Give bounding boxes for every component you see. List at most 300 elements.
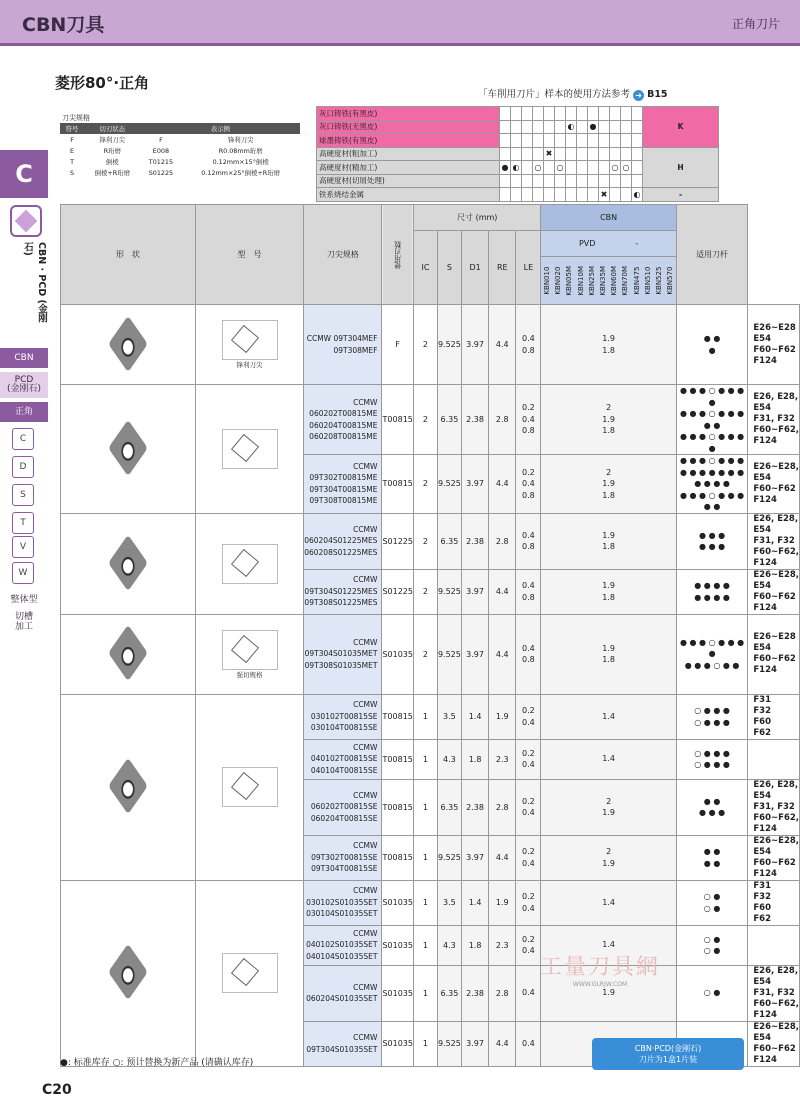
material-name: 球墨铸铁(有黑皮): [317, 134, 500, 148]
material-mark: [566, 161, 577, 175]
cell-le: 1.9 1.8: [541, 305, 676, 385]
cell-holder: E26~E28 E54 F60~F62 F124: [748, 305, 800, 385]
material-mark: ○: [610, 161, 621, 175]
cell-n: 2: [413, 569, 437, 614]
insert-drawing-cell: [195, 614, 303, 694]
cell-d1: 2.8: [489, 513, 516, 569]
cell-re: 0.2 0.4 0.8: [516, 455, 541, 514]
cell-d1: 1.9: [489, 880, 516, 925]
material-mark: [610, 107, 621, 121]
material-mark: [511, 107, 522, 121]
side-nav-positive[interactable]: 正角: [0, 402, 48, 422]
cell-s: 3.97: [461, 835, 488, 880]
insert-icon: [10, 205, 42, 237]
package-line-2: 刀片为1盒1片装: [638, 1055, 698, 1064]
cell-le: 1.4: [541, 880, 676, 925]
cell-models: CCMW 040102T00815SE 040104T00815SE: [304, 739, 382, 779]
spec-cell: 0.12mm×15°倒棱: [212, 158, 269, 166]
cell-ic: 6.35: [437, 513, 461, 569]
material-mark: [632, 120, 643, 134]
material-mark: [500, 134, 511, 148]
cell-ic: 4.3: [437, 739, 461, 779]
material-mark: [588, 147, 599, 161]
cell-holder: E26~E28 E54 F60~F62 F124: [748, 614, 800, 694]
material-mark: [599, 174, 610, 188]
material-mark: [555, 134, 566, 148]
material-mark: [632, 161, 643, 175]
material-mark: [566, 134, 577, 148]
material-mark: [555, 107, 566, 121]
insert-drawing: [222, 767, 278, 807]
cell-dots: ○ ● ○ ●: [676, 925, 748, 965]
cell-ic: 3.5: [437, 694, 461, 739]
cell-models: CCMW 030102T00815SE 030104T00815SE: [304, 694, 382, 739]
table-row: [61, 305, 800, 385]
cell-re: 0.2 0.4: [516, 835, 541, 880]
grade-label: KBN35M: [599, 265, 608, 296]
cell-n: 1: [413, 880, 437, 925]
cell-tip: T00815: [382, 739, 414, 779]
cell-d1: 4.4: [489, 305, 516, 385]
cell-dots: ○ ●: [676, 965, 748, 1021]
cell-re: 0.4: [516, 965, 541, 1021]
insert-photo: [108, 534, 148, 591]
material-mark: [621, 120, 632, 134]
cell-n: 1: [413, 694, 437, 739]
cell-s: 3.97: [461, 569, 488, 614]
cell-ic: 3.5: [437, 880, 461, 925]
cell-d1: 4.4: [489, 1021, 516, 1066]
cell-re: 0.2 0.4: [516, 779, 541, 835]
spec-cell: 倒棱+R珩磨: [94, 169, 130, 177]
header-s: S: [437, 231, 461, 305]
insert-shape-cell: [61, 305, 196, 385]
cell-holder: E26~E28, E54 F60~F62 F124: [748, 835, 800, 880]
watermark-url: WWW.GLRJW.COM: [572, 981, 628, 988]
cell-le: 1.4: [541, 694, 676, 739]
material-mark: [555, 147, 566, 161]
insert-drawing-cell: [195, 880, 303, 1066]
material-mark: [621, 188, 632, 202]
insert-shape-cell: [61, 694, 196, 880]
cell-tip: T00815: [382, 455, 414, 514]
cell-dots: ● ● ● ○ ● ● ● ● ● ● ● ○ ● ●: [676, 614, 748, 694]
spec-cell: S: [70, 168, 75, 177]
cell-s: 3.97: [461, 1021, 488, 1066]
table-row: [61, 880, 800, 925]
cell-holder: E26~E28, E54 F60~F62 F124: [748, 569, 800, 614]
page-subtitle: 菱形80°·正角: [55, 74, 150, 92]
material-mark: ○: [555, 161, 566, 175]
material-group: -: [643, 188, 719, 202]
material-mark: ○: [621, 161, 632, 175]
cell-models: CCMW 060202T00815ME 060204T00815ME 060208T00815ME: [304, 385, 382, 455]
header-pvd: [541, 231, 676, 257]
cell-n: 1: [413, 779, 437, 835]
header-cbn: CBN: [541, 205, 676, 231]
cell-holder: F31 F32 F60 F62: [748, 880, 800, 925]
material-mark: [577, 147, 588, 161]
material-mark: [610, 134, 621, 148]
cell-tip: T00815: [382, 835, 414, 880]
grade-label: KBN70M: [621, 265, 630, 296]
grade-label: KBN020: [554, 266, 563, 295]
cell-re: 0.2 0.4: [516, 694, 541, 739]
cell-models: CCMW 030102S01035SET 030104S01035SET: [304, 880, 382, 925]
material-mark: [621, 107, 632, 121]
grade-label: KBN60M: [610, 265, 619, 296]
cell-n: 2: [413, 305, 437, 385]
material-mark: [599, 147, 610, 161]
material-name: 灰口铸铁(有黑皮): [317, 107, 500, 121]
material-name: 铁系烧结金属: [317, 188, 500, 202]
material-name: 高硬度材(切屑处理): [317, 174, 500, 188]
material-mark: [544, 161, 555, 175]
insert-drawing-cell: [195, 694, 303, 880]
material-mark: [599, 161, 610, 175]
cell-s: 1.4: [461, 694, 488, 739]
spec-cell: F: [159, 135, 163, 144]
insert-drawing: [222, 320, 278, 360]
spec-cell: 0.12mm×25°倒棱+R珩磨: [201, 169, 280, 177]
cell-ic: 6.35: [437, 779, 461, 835]
material-mark: [555, 174, 566, 188]
spec-header: 切刃状态: [84, 123, 140, 134]
cell-n: 1: [413, 739, 437, 779]
reference-note[interactable]: [478, 86, 668, 101]
material-mark: [500, 107, 511, 121]
material-row: [317, 188, 719, 202]
grade-header: [541, 257, 676, 305]
page-number: C20: [42, 1082, 72, 1098]
material-mark: [511, 174, 522, 188]
material-mark: ◐: [511, 161, 522, 175]
material-mark: [577, 188, 588, 202]
cell-re: 0.2 0.4: [516, 925, 541, 965]
grade-label: KBN475: [632, 266, 641, 295]
header-tip: 刀尖规格: [304, 205, 382, 305]
cell-dots: ● ● ● ● ● ●: [676, 513, 748, 569]
material-mark: [522, 134, 533, 148]
cell-re: 0.2 0.4: [516, 739, 541, 779]
legend: ●: 标准库存 ○: 预计替换为新产品 (请确认库存): [60, 1058, 254, 1068]
arrow-icon: ➜: [633, 90, 644, 101]
cell-re: 0.2 0.4: [516, 880, 541, 925]
spec-cell: F: [70, 135, 74, 144]
cell-models: CCMW 060204S01225MES 060208S01225MES: [304, 513, 382, 569]
material-mark: ✖: [599, 188, 610, 202]
material-mark: [500, 174, 511, 188]
material-mark: [544, 188, 555, 202]
material-name: 灰口铸铁(无黑皮): [317, 120, 500, 134]
material-mark: [577, 107, 588, 121]
header-shape: 形 状: [61, 205, 196, 305]
cell-re: 0.4 0.8: [516, 305, 541, 385]
material-mark: [610, 188, 621, 202]
insert-drawing-cell: [195, 385, 303, 514]
material-mark: [500, 147, 511, 161]
cell-models: CCMW 09T304MEF 09T308MEF: [304, 305, 382, 385]
cell-re: 0.2 0.4 0.8: [516, 385, 541, 455]
material-mark: [599, 107, 610, 121]
insert-drawing-cell: [195, 305, 303, 385]
side-vertical-label: CBN · PCD (金刚石): [22, 242, 47, 323]
side-nav-cbn[interactable]: CBN: [0, 348, 48, 368]
cell-n: 2: [413, 513, 437, 569]
cell-s: 1.8: [461, 925, 488, 965]
cell-models: CCMW 060202T00815SE 060204T00815SE: [304, 779, 382, 835]
material-mark: [511, 134, 522, 148]
cell-re: 0.4: [516, 1021, 541, 1066]
cell-le: 2 1.9 1.8: [541, 385, 676, 455]
cell-ic: 9.525: [437, 835, 461, 880]
product-table: [60, 204, 800, 1067]
cell-s: 2.38: [461, 965, 488, 1021]
cell-ic: 9.525: [437, 1021, 461, 1066]
page-header: [0, 0, 800, 46]
spec-cell: S01225: [148, 168, 174, 177]
cell-d1: 4.4: [489, 569, 516, 614]
insert-drawing: [222, 544, 278, 584]
header-section: 正角刀片: [731, 17, 780, 31]
material-mark: [533, 107, 544, 121]
material-mark: [588, 188, 599, 202]
cell-s: 3.97: [461, 455, 488, 514]
header-holder: 适用刀杆: [676, 205, 748, 305]
material-mark: [632, 174, 643, 188]
material-mark: [511, 147, 522, 161]
cell-d1: 4.4: [489, 455, 516, 514]
cell-holder: E26~E28, E54 F60~F62 F124: [748, 455, 800, 514]
cell-le: 1.9 1.8: [541, 569, 676, 614]
material-mark: [610, 147, 621, 161]
cell-dots: ○ ● ● ● ○ ● ● ●: [676, 739, 748, 779]
cell-models: CCMW 09T304S01035SET: [304, 1021, 382, 1066]
cell-n: 1: [413, 925, 437, 965]
material-mark: [577, 120, 588, 134]
cell-d1: 4.4: [489, 614, 516, 694]
material-mark: [588, 134, 599, 148]
cell-d1: 2.8: [489, 779, 516, 835]
material-mark: [566, 147, 577, 161]
cell-tip: S01035: [382, 965, 414, 1021]
tip-spec-table: [60, 112, 300, 178]
cell-models: CCMW 09T302T00815ME 09T304T00815ME 09T308T00815ME: [304, 455, 382, 514]
material-mark: ◐: [632, 188, 643, 202]
material-mark: [533, 188, 544, 202]
material-mark: [522, 107, 533, 121]
cell-re: 0.4 0.8: [516, 513, 541, 569]
shape-w-icon[interactable]: W: [12, 562, 34, 584]
material-mark: [500, 120, 511, 134]
cell-n: 1: [413, 1021, 437, 1066]
cell-ic: 9.525: [437, 305, 461, 385]
cell-models: CCMW 060204S01035SET: [304, 965, 382, 1021]
material-mark: [522, 147, 533, 161]
cell-ic: 6.35: [437, 385, 461, 455]
side-nav-solid[interactable]: 整体型: [10, 595, 38, 605]
cell-dots: ○ ● ● ● ○ ● ● ●: [676, 694, 748, 739]
shape-s-icon[interactable]: S: [12, 484, 34, 506]
cell-d1: 2.8: [489, 965, 516, 1021]
insert-drawing: [222, 630, 278, 670]
cell-holder: F31 F32 F60 F62: [748, 694, 800, 739]
cell-le: 1.9: [541, 965, 676, 1021]
cell-ic: 6.35: [437, 965, 461, 1021]
shape-t-icon[interactable]: T: [12, 512, 34, 534]
cell-holder: E26, E28, E54 F31, F32 F60~F62, F124: [748, 385, 800, 455]
cell-dots: ● ● ● ●: [676, 835, 748, 880]
material-mark: [511, 188, 522, 202]
spec-cell: 锋利刀尖: [227, 136, 254, 144]
cell-models: CCMW 040102S01035SET 040104S01035SET: [304, 925, 382, 965]
cell-le: 1.9 1.8: [541, 513, 676, 569]
material-mark: [544, 174, 555, 188]
cell-tip: F: [382, 305, 414, 385]
header-dims: 尺寸 (mm): [413, 205, 541, 231]
insert-drawing: [222, 953, 278, 993]
material-mark: [588, 161, 599, 175]
material-row: [317, 147, 719, 161]
header-count: 使用刃数: [382, 205, 414, 305]
shape-d-icon[interactable]: D: [12, 456, 34, 478]
cell-le: 2 1.9: [541, 779, 676, 835]
cell-n: 2: [413, 385, 437, 455]
header-re: RE: [489, 231, 516, 305]
material-name: 高硬度材(粗加工): [317, 147, 500, 161]
cell-models: CCMW 09T304S01225MES 09T308S01225MES: [304, 569, 382, 614]
material-name: 高硬度材(精加工): [317, 161, 500, 175]
table-row: [61, 614, 800, 694]
cell-tip: T00815: [382, 385, 414, 455]
cell-holder: E26, E28, E54 F31, F32 F60~F62, F124: [748, 779, 800, 835]
cell-holder: [748, 925, 800, 965]
cell-d1: 2.8: [489, 385, 516, 455]
cell-le: 1.9 1.8: [541, 614, 676, 694]
cell-n: 1: [413, 965, 437, 1021]
material-mark: [533, 134, 544, 148]
material-mark: [566, 188, 577, 202]
material-mark: [566, 107, 577, 121]
material-mark: [566, 174, 577, 188]
insert-shape-cell: [61, 513, 196, 614]
cell-tip: S01225: [382, 569, 414, 614]
insert-shape-cell: [61, 385, 196, 514]
cell-tip: S01225: [382, 513, 414, 569]
cell-n: 1: [413, 835, 437, 880]
insert-photo: [108, 315, 148, 372]
side-nav-grooving[interactable]: 切槽 加工: [14, 612, 33, 632]
material-mark: [533, 147, 544, 161]
cell-d1: 2.3: [489, 739, 516, 779]
grade-label: KBN25M: [587, 265, 596, 296]
pvd-label: PVD: [578, 239, 596, 248]
material-group: K: [643, 107, 719, 148]
cell-re: 0.4 0.8: [516, 569, 541, 614]
spec-cell: 锋利刀尖: [99, 136, 126, 144]
spec-cell: E: [70, 146, 75, 155]
insert-drawing: [222, 429, 278, 469]
material-mark: [544, 107, 555, 121]
spec-cell: T: [70, 157, 74, 166]
dash-label: -: [635, 239, 639, 248]
material-mark: [610, 120, 621, 134]
cell-dots: ● ● ● ● ●: [676, 779, 748, 835]
table-row: [61, 694, 800, 739]
material-mark: ●: [500, 161, 511, 175]
cell-s: 2.38: [461, 513, 488, 569]
drawing-caption: 强切规格: [236, 670, 263, 679]
spec-cell: E008: [152, 146, 170, 155]
insert-photo: [108, 758, 148, 815]
grade-label: KBN510: [643, 266, 652, 295]
cell-ic: 9.525: [437, 569, 461, 614]
insert-shape-cell: [61, 880, 196, 1066]
spec-cell: R珩磨: [103, 147, 121, 155]
material-mark: [621, 174, 632, 188]
material-mark: [511, 120, 522, 134]
grade-label: KBN010: [543, 266, 552, 295]
material-mark: [632, 134, 643, 148]
cell-s: 3.97: [461, 305, 488, 385]
cell-d1: 4.4: [489, 835, 516, 880]
cell-dots: ● ● ●: [676, 305, 748, 385]
material-mark: [577, 134, 588, 148]
material-mark: [533, 120, 544, 134]
spec-cell: T01215: [148, 157, 174, 166]
spec-title: 刀尖规格: [60, 112, 300, 123]
material-mark: [522, 120, 533, 134]
spec-header: 表示例: [141, 123, 300, 134]
material-mark: [544, 120, 555, 134]
cell-dots: ● ● ● ○ ● ● ● ● ● ● ● ● ● ● ● ● ● ● ● ● ● ○ ● ● ● ● ●: [676, 455, 748, 514]
cell-tip: S01035: [382, 1021, 414, 1066]
cell-holder: E26, E28, E54 F31, F32 F60~F62, F124: [748, 513, 800, 569]
material-mark: [577, 161, 588, 175]
header-model: 型 号: [195, 205, 303, 305]
cell-le: 1.4: [541, 739, 676, 779]
material-mark: ●: [588, 120, 599, 134]
grade-label: KBN05M: [565, 265, 574, 296]
cell-le: 2 1.9: [541, 835, 676, 880]
material-mark: [621, 134, 632, 148]
shape-v-icon[interactable]: V: [12, 536, 34, 558]
cell-n: 2: [413, 614, 437, 694]
material-mark: [588, 174, 599, 188]
cell-dots: ● ● ● ○ ● ● ● ● ● ● ● ○ ● ● ● ● ● ● ● ● ○ ● ● ● ●: [676, 385, 748, 455]
cell-d1: 2.3: [489, 925, 516, 965]
cell-ic: 9.525: [437, 455, 461, 514]
material-mark: ◐: [566, 120, 577, 134]
material-table: [316, 106, 719, 202]
reference-page: B15: [647, 89, 668, 100]
table-row: [61, 385, 800, 455]
cell-models: CCMW 09T304S01035MET 09T308S01035MET: [304, 614, 382, 694]
side-tab-c[interactable]: C: [0, 150, 48, 198]
shape-c-icon[interactable]: C: [12, 428, 34, 450]
insert-shape-cell: [61, 614, 196, 694]
cell-ic: 4.3: [437, 925, 461, 965]
header-title: CBN刀具: [22, 14, 105, 36]
cell-tip: S01035: [382, 880, 414, 925]
grade-label: KBN10M: [576, 265, 585, 296]
insert-photo: [108, 625, 148, 682]
side-nav-pcd[interactable]: PCD (金刚石): [0, 372, 48, 398]
cell-tip: T00815: [382, 779, 414, 835]
spec-cell: 倒棱: [105, 158, 119, 166]
material-mark: [555, 120, 566, 134]
cell-n: 2: [413, 455, 437, 514]
